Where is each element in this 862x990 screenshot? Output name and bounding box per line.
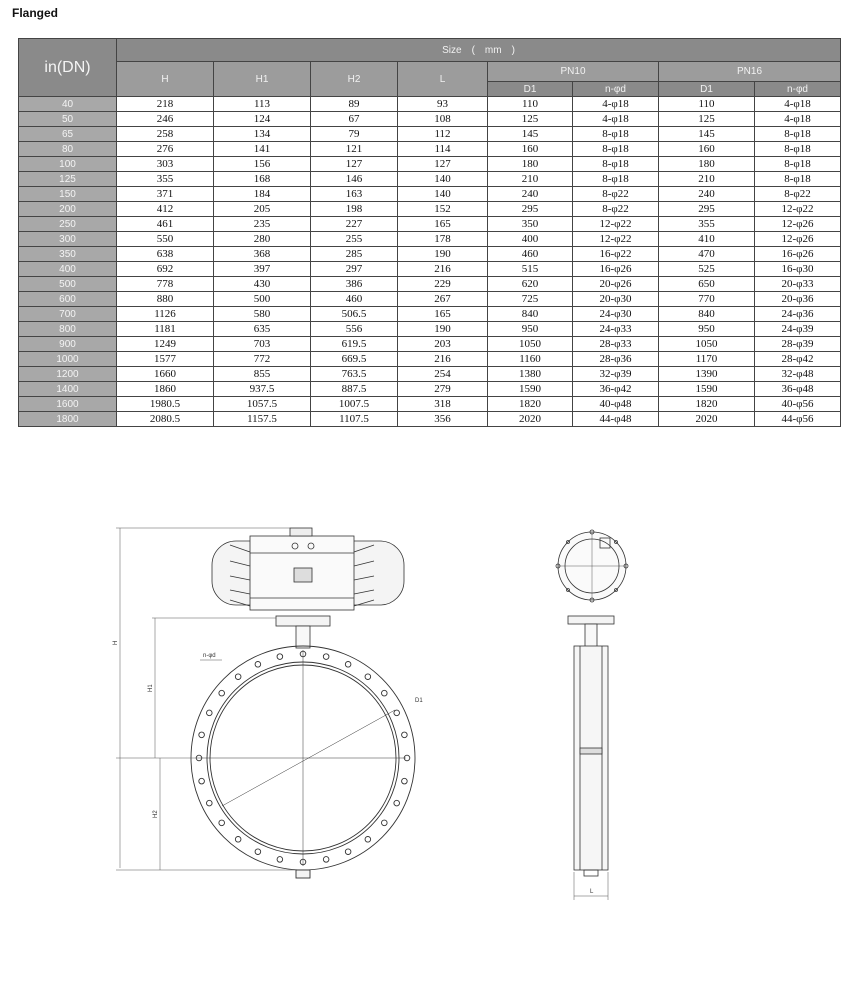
bolt-hole (206, 800, 212, 806)
pn10-d1-header: D1 (488, 82, 573, 97)
pn16-d1-cell: 525 (659, 262, 755, 277)
pn10-nphid-cell: 4-φ18 (573, 97, 659, 112)
pn16-d1-cell: 410 (659, 232, 755, 247)
pn16-nphid-cell: 36-φ48 (755, 382, 841, 397)
h-cell: 246 (117, 112, 214, 127)
dn-cell: 100 (19, 157, 117, 172)
pn16-nphid-cell: 4-φ18 (755, 97, 841, 112)
pn16-nphid-cell: 28-φ42 (755, 352, 841, 367)
h2-cell: 887.5 (311, 382, 398, 397)
pn16-nphid-cell: 20-φ36 (755, 292, 841, 307)
bolt-hole (323, 857, 329, 863)
pn16-d1-cell: 1390 (659, 367, 755, 382)
bolt-hole (255, 849, 261, 855)
h1-cell: 635 (214, 322, 311, 337)
pn10-d1-cell: 125 (488, 112, 573, 127)
pn16-nphid-cell: 44-φ56 (755, 412, 841, 427)
pn10-d1-cell: 1820 (488, 397, 573, 412)
h2-cell: 619.5 (311, 337, 398, 352)
h2-cell: 506.5 (311, 307, 398, 322)
table-row (19, 382, 841, 397)
bolt-hole (345, 849, 351, 855)
dn-cell: 350 (19, 247, 117, 262)
pn16-nphid-cell: 12-φ26 (755, 217, 841, 232)
pn16-header: PN16 (659, 62, 841, 82)
l-cell: 93 (398, 97, 488, 112)
pn10-d1-cell: 950 (488, 322, 573, 337)
pn10-d1-cell: 110 (488, 97, 573, 112)
pn16-nphid-cell: 8-φ18 (755, 142, 841, 157)
h1-cell: 124 (214, 112, 311, 127)
pn10-d1-cell: 2020 (488, 412, 573, 427)
pn16-d1-cell: 125 (659, 112, 755, 127)
h1-cell: 184 (214, 187, 311, 202)
h-cell: 2080.5 (117, 412, 214, 427)
pn16-d1-cell: 180 (659, 157, 755, 172)
dn-cell: 250 (19, 217, 117, 232)
h2-cell: 556 (311, 322, 398, 337)
bolt-hole (394, 710, 400, 716)
h2-cell: 146 (311, 172, 398, 187)
flange-body (191, 646, 415, 878)
h-cell: 550 (117, 232, 214, 247)
h2-cell: 285 (311, 247, 398, 262)
l-cell: 216 (398, 352, 488, 367)
table-row (19, 142, 841, 157)
pn16-nphid-cell: 40-φ56 (755, 397, 841, 412)
table-row (19, 112, 841, 127)
pn16-d1-cell: 1590 (659, 382, 755, 397)
h1-cell: 703 (214, 337, 311, 352)
pn10-d1-cell: 180 (488, 157, 573, 172)
bolt-hole (323, 654, 329, 660)
l-cell: 229 (398, 277, 488, 292)
table-row (19, 352, 841, 367)
h-cell: 1181 (117, 322, 214, 337)
h-cell: 1577 (117, 352, 214, 367)
h1-cell: 168 (214, 172, 311, 187)
pn10-d1-cell: 515 (488, 262, 573, 277)
pn10-nphid-cell: 8-φ18 (573, 142, 659, 157)
pn10-d1-cell: 400 (488, 232, 573, 247)
pn16-d1-cell: 1170 (659, 352, 755, 367)
pn10-nphid-cell: 16-φ26 (573, 262, 659, 277)
dn-cell: 1800 (19, 412, 117, 427)
bolt-hole (277, 857, 283, 863)
pn16-nphid-cell: 12-φ22 (755, 202, 841, 217)
table-row (19, 322, 841, 337)
table-row (19, 292, 841, 307)
table-row (19, 247, 841, 262)
h1-cell: 397 (214, 262, 311, 277)
pn16-nphid-cell: 24-φ39 (755, 322, 841, 337)
dim-h-label: H (113, 640, 119, 645)
bolt-hole (199, 732, 205, 738)
h-cell: 258 (117, 127, 214, 142)
pn16-d1-cell: 470 (659, 247, 755, 262)
h1-cell: 141 (214, 142, 311, 157)
bolt-hole (345, 661, 351, 667)
h1-cell: 113 (214, 97, 311, 112)
pn16-nphid-header: n-φd (755, 82, 841, 97)
pn10-nphid-cell: 28-φ36 (573, 352, 659, 367)
h1-cell: 430 (214, 277, 311, 292)
dn-header: in(DN) (19, 39, 117, 97)
l-cell: 112 (398, 127, 488, 142)
h1-cell: 1157.5 (214, 412, 311, 427)
pn16-nphid-cell: 4-φ18 (755, 112, 841, 127)
pn16-d1-cell: 355 (659, 217, 755, 232)
dimension-table (18, 38, 841, 427)
h2-cell: 669.5 (311, 352, 398, 367)
dim-nphid-label: n-φd (203, 653, 216, 659)
l-cell: 279 (398, 382, 488, 397)
bolt-hole (219, 690, 225, 696)
pn10-nphid-cell: 20-φ26 (573, 277, 659, 292)
pn16-nphid-cell: 8-φ18 (755, 172, 841, 187)
side-view (556, 530, 628, 876)
bolt-hole (382, 820, 388, 826)
table-row (19, 412, 841, 427)
l-cell: 318 (398, 397, 488, 412)
pn16-d1-cell: 770 (659, 292, 755, 307)
pn10-d1-cell: 1160 (488, 352, 573, 367)
l-cell: 178 (398, 232, 488, 247)
pn16-nphid-cell: 16-φ26 (755, 247, 841, 262)
table-row (19, 337, 841, 352)
size-header: Size ( mm ) (117, 39, 841, 62)
bolt-hole (382, 690, 388, 696)
h-cell: 461 (117, 217, 214, 232)
h1-cell: 235 (214, 217, 311, 232)
bolt-hole (206, 710, 212, 716)
h1-cell: 368 (214, 247, 311, 262)
pn16-nphid-cell: 12-φ26 (755, 232, 841, 247)
h-cell: 276 (117, 142, 214, 157)
pn16-nphid-cell: 32-φ48 (755, 367, 841, 382)
pn16-d1-cell: 840 (659, 307, 755, 322)
dn-cell: 900 (19, 337, 117, 352)
pn10-d1-cell: 460 (488, 247, 573, 262)
table-row (19, 202, 841, 217)
bolt-hole (402, 778, 408, 784)
dim-h1-label: H1 (148, 684, 154, 692)
dn-cell: 800 (19, 322, 117, 337)
h1-cell: 500 (214, 292, 311, 307)
h-cell: 1660 (117, 367, 214, 382)
pn10-nphid-cell: 8-φ18 (573, 127, 659, 142)
h-cell: 778 (117, 277, 214, 292)
col-h1-header: H1 (214, 62, 311, 97)
pn16-d1-cell: 240 (659, 187, 755, 202)
l-cell: 254 (398, 367, 488, 382)
table-row (19, 217, 841, 232)
pn10-d1-cell: 840 (488, 307, 573, 322)
h2-cell: 460 (311, 292, 398, 307)
h1-cell: 1057.5 (214, 397, 311, 412)
pn10-d1-cell: 210 (488, 172, 573, 187)
pn16-d1-cell: 295 (659, 202, 755, 217)
table-row (19, 127, 841, 142)
bolt-hole (394, 800, 400, 806)
bolt-hole (235, 837, 241, 843)
pn10-d1-cell: 240 (488, 187, 573, 202)
dn-cell: 80 (19, 142, 117, 157)
dn-cell: 1200 (19, 367, 117, 382)
bolt-hole (402, 732, 408, 738)
pn16-d1-header: D1 (659, 82, 755, 97)
pn10-nphid-cell: 8-φ18 (573, 172, 659, 187)
pn16-nphid-cell: 8-φ22 (755, 187, 841, 202)
h2-cell: 227 (311, 217, 398, 232)
bolt-hole (365, 674, 371, 680)
l-cell: 267 (398, 292, 488, 307)
h-cell: 412 (117, 202, 214, 217)
l-cell: 165 (398, 307, 488, 322)
pn10-nphid-cell: 8-φ22 (573, 202, 659, 217)
pn10-nphid-cell: 16-φ22 (573, 247, 659, 262)
dn-cell: 400 (19, 262, 117, 277)
pn10-nphid-cell: 44-φ48 (573, 412, 659, 427)
h-cell: 218 (117, 97, 214, 112)
pn16-d1-cell: 160 (659, 142, 755, 157)
table-row (19, 172, 841, 187)
pn16-d1-cell: 145 (659, 127, 755, 142)
pn10-nphid-cell: 24-φ33 (573, 322, 659, 337)
pn10-d1-cell: 725 (488, 292, 573, 307)
pn16-d1-cell: 950 (659, 322, 755, 337)
dn-cell: 40 (19, 97, 117, 112)
h2-cell: 163 (311, 187, 398, 202)
dn-cell: 1000 (19, 352, 117, 367)
l-cell: 114 (398, 142, 488, 157)
l-cell: 190 (398, 322, 488, 337)
dn-cell: 150 (19, 187, 117, 202)
h2-cell: 1107.5 (311, 412, 398, 427)
pn10-d1-cell: 350 (488, 217, 573, 232)
table-row (19, 232, 841, 247)
pn16-d1-cell: 650 (659, 277, 755, 292)
l-cell: 190 (398, 247, 488, 262)
l-cell: 152 (398, 202, 488, 217)
bolt-hole (277, 654, 283, 660)
pn16-nphid-cell: 20-φ33 (755, 277, 841, 292)
pn10-nphid-cell: 32-φ39 (573, 367, 659, 382)
dn-cell: 300 (19, 232, 117, 247)
col-h2-header: H2 (311, 62, 398, 97)
h2-cell: 121 (311, 142, 398, 157)
table-row (19, 277, 841, 292)
col-l-header: L (398, 62, 488, 97)
dim-h2-label: H2 (153, 810, 159, 818)
dn-cell: 200 (19, 202, 117, 217)
page-title: Flanged (12, 6, 59, 20)
pn10-header: PN10 (488, 62, 659, 82)
dim-l-label: L (590, 889, 594, 895)
h1-cell: 280 (214, 232, 311, 247)
table-row (19, 157, 841, 172)
h2-cell: 127 (311, 157, 398, 172)
dn-cell: 65 (19, 127, 117, 142)
h2-cell: 763.5 (311, 367, 398, 382)
pn16-nphid-cell: 8-φ18 (755, 127, 841, 142)
h-cell: 638 (117, 247, 214, 262)
actuator (212, 528, 404, 648)
pn10-nphid-cell: 12-φ22 (573, 217, 659, 232)
col-h-header: H (117, 62, 214, 97)
l-cell: 140 (398, 187, 488, 202)
bolt-hole (199, 778, 205, 784)
h2-cell: 255 (311, 232, 398, 247)
pn16-nphid-cell: 24-φ36 (755, 307, 841, 322)
table-row (19, 367, 841, 382)
h-cell: 1249 (117, 337, 214, 352)
dn-cell: 125 (19, 172, 117, 187)
pn10-d1-cell: 295 (488, 202, 573, 217)
bolt-hole (219, 820, 225, 826)
table-row (19, 97, 841, 112)
pn10-d1-cell: 1050 (488, 337, 573, 352)
bolt-hole (365, 837, 371, 843)
h2-cell: 297 (311, 262, 398, 277)
h1-cell: 156 (214, 157, 311, 172)
pn10-nphid-cell: 4-φ18 (573, 112, 659, 127)
pn10-nphid-cell: 8-φ22 (573, 187, 659, 202)
dn-cell: 600 (19, 292, 117, 307)
h2-cell: 386 (311, 277, 398, 292)
h2-cell: 1007.5 (311, 397, 398, 412)
dn-cell: 1400 (19, 382, 117, 397)
pn16-nphid-cell: 8-φ18 (755, 157, 841, 172)
h1-cell: 580 (214, 307, 311, 322)
pn10-d1-cell: 145 (488, 127, 573, 142)
h-cell: 371 (117, 187, 214, 202)
h1-cell: 855 (214, 367, 311, 382)
l-cell: 165 (398, 217, 488, 232)
valve-drawing (0, 500, 862, 920)
h-cell: 692 (117, 262, 214, 277)
bolt-hole (235, 674, 241, 680)
table-row (19, 397, 841, 412)
dn-cell: 700 (19, 307, 117, 322)
l-cell: 140 (398, 172, 488, 187)
dn-cell: 50 (19, 112, 117, 127)
pn16-d1-cell: 110 (659, 97, 755, 112)
dn-cell: 1600 (19, 397, 117, 412)
table-row (19, 187, 841, 202)
pn10-d1-cell: 620 (488, 277, 573, 292)
pn16-d1-cell: 2020 (659, 412, 755, 427)
pn16-nphid-cell: 28-φ39 (755, 337, 841, 352)
h1-cell: 205 (214, 202, 311, 217)
h2-cell: 198 (311, 202, 398, 217)
pn10-nphid-cell: 36-φ42 (573, 382, 659, 397)
table-row (19, 307, 841, 322)
l-cell: 108 (398, 112, 488, 127)
pn10-nphid-cell: 20-φ30 (573, 292, 659, 307)
pn10-nphid-cell: 24-φ30 (573, 307, 659, 322)
pn10-d1-cell: 160 (488, 142, 573, 157)
pn10-nphid-cell: 28-φ33 (573, 337, 659, 352)
pn10-nphid-cell: 8-φ18 (573, 157, 659, 172)
dim-d1-label: D1 (415, 698, 423, 704)
h-cell: 1860 (117, 382, 214, 397)
pn10-d1-cell: 1590 (488, 382, 573, 397)
pn16-d1-cell: 1820 (659, 397, 755, 412)
h1-cell: 134 (214, 127, 311, 142)
h-cell: 880 (117, 292, 214, 307)
dn-cell: 500 (19, 277, 117, 292)
pn16-d1-cell: 210 (659, 172, 755, 187)
h-cell: 303 (117, 157, 214, 172)
h1-cell: 937.5 (214, 382, 311, 397)
h-cell: 1980.5 (117, 397, 214, 412)
l-cell: 216 (398, 262, 488, 277)
h1-cell: 772 (214, 352, 311, 367)
table-body (19, 97, 841, 427)
pn16-nphid-cell: 16-φ30 (755, 262, 841, 277)
pn10-nphid-cell: 12-φ22 (573, 232, 659, 247)
h-cell: 1126 (117, 307, 214, 322)
h-cell: 355 (117, 172, 214, 187)
l-cell: 203 (398, 337, 488, 352)
h2-cell: 89 (311, 97, 398, 112)
bolt-hole (255, 661, 261, 667)
h2-cell: 79 (311, 127, 398, 142)
pn10-nphid-cell: 40-φ48 (573, 397, 659, 412)
l-cell: 356 (398, 412, 488, 427)
pn10-nphid-header: n-φd (573, 82, 659, 97)
h2-cell: 67 (311, 112, 398, 127)
pn10-d1-cell: 1380 (488, 367, 573, 382)
pn16-d1-cell: 1050 (659, 337, 755, 352)
l-cell: 127 (398, 157, 488, 172)
table-row (19, 262, 841, 277)
